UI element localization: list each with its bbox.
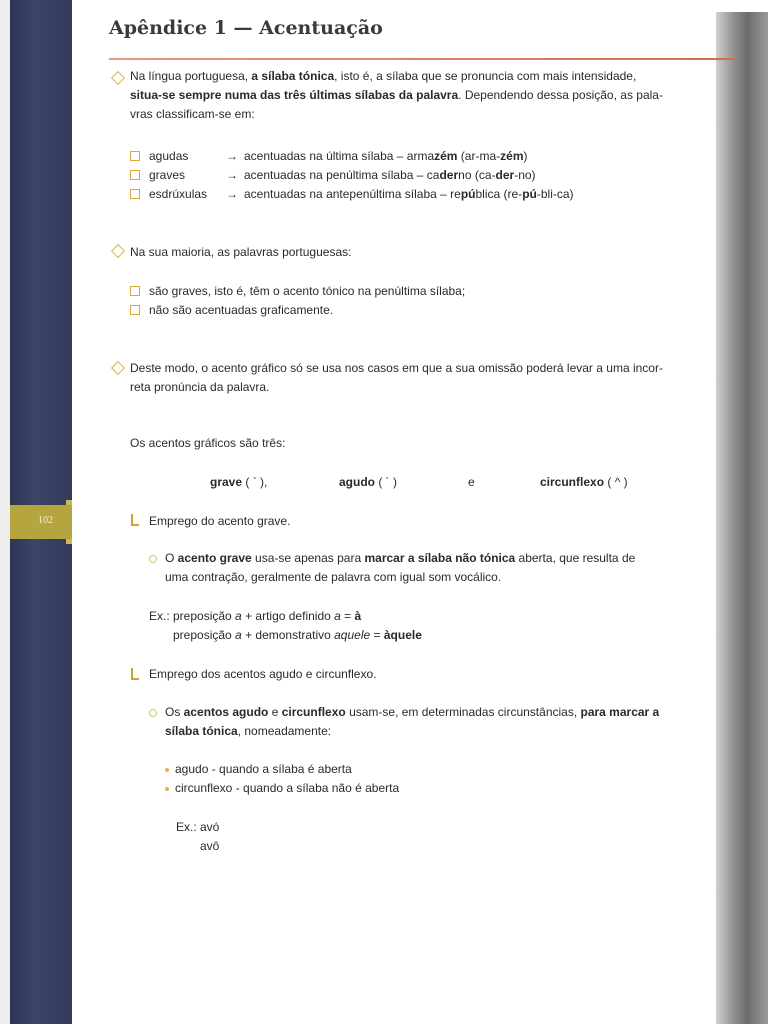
paragraph-syllable: Na língua portuguesa, a sílaba tónica, isto é, a sílaba que se pronuncia com mais intensidade, situa-se sempre numa das três últimas sílabas da palavra. Dependendo dessa posição, as pala- vras classificam-se em: [130,69,663,121]
accents-intro: Os acentos gráficos são três: [130,436,286,450]
list-item: não são acentuadas graficamente. [130,301,333,320]
section-heading-grave: Emprego do acento grave. [149,514,291,528]
diamond-bullet-icon [111,361,125,375]
bracket-bullet-icon [131,514,139,526]
circle-bullet-icon [149,555,157,563]
page-title: Apêndice 1 — Acentuação [109,17,383,39]
bullet-circunflexo: circunflexo - quando a sílaba não é aberta [175,781,400,795]
example-grave-1: Ex.: preposição a + artigo definido a = à [149,609,362,623]
example-avo: Ex.: avó [176,820,220,834]
square-bullet-icon [130,286,140,296]
square-bullet-icon [130,305,140,315]
list-item: são graves, isto é, têm o acento tónico na penúltima sílaba; [130,282,465,301]
diamond-bullet-icon [111,244,125,258]
paragraph-majority: Na sua maioria, as palavras portuguesas: [130,245,352,259]
list-item-esdruxulas: esdrúxulas → acentuadas na antepenúltima sílaba – república (re-pú-bli-ca) [130,185,574,204]
accent-conjunction: e [468,475,475,489]
paragraph-accent-use: Deste modo, o acento gráfico só se usa nos casos em que a sua omissão poderá levar a uma incor- reta pronúncia da palavra. [130,361,663,394]
accent-agudo: agudo ( ´ ) [339,475,397,489]
list-item-agudas: agudas → acentuadas na última sílaba – armazém (ar-ma-zém) [130,147,527,166]
dot-bullet-icon [165,768,169,772]
circle-bullet-icon [149,709,157,717]
section-heading-agudo-circunflexo: Emprego dos acentos agudo e circunflexo. [149,667,377,681]
page-number: 102 [38,515,53,526]
accent-grave: grave ( ` ), [210,475,268,489]
title-rule [109,58,735,60]
accent-circunflexo: circunflexo ( ^ ) [540,475,628,489]
bullet-agudo: agudo - quando a sílaba é aberta [175,762,352,776]
square-bullet-icon [130,151,140,161]
diamond-bullet-icon [111,71,125,85]
example-avo-circ: avô [200,839,220,853]
paragraph-agudo-circunflexo: Os acentos agudo e circunflexo usam-se, em determinadas circunstâncias, para marcar a sílaba tónica, nomeadamente: [165,705,660,738]
paragraph-grave: O acento grave usa-se apenas para marcar a sílaba não tónica aberta, que resulta de uma contração, geralmente de palavra com igual som vocálico. [165,551,636,584]
square-bullet-icon [130,189,140,199]
bracket-bullet-icon [131,668,139,680]
example-grave-2: preposição a + demonstrativo aquele = àquele [173,628,422,642]
square-bullet-icon [130,170,140,180]
page-edge-top [716,0,768,12]
list-item-graves: graves → acentuadas na penúltima sílaba – caderno (ca-der-no) [130,166,536,185]
dot-bullet-icon [165,787,169,791]
page-edge-shadow [716,0,768,1024]
page-number-tab [10,505,72,539]
